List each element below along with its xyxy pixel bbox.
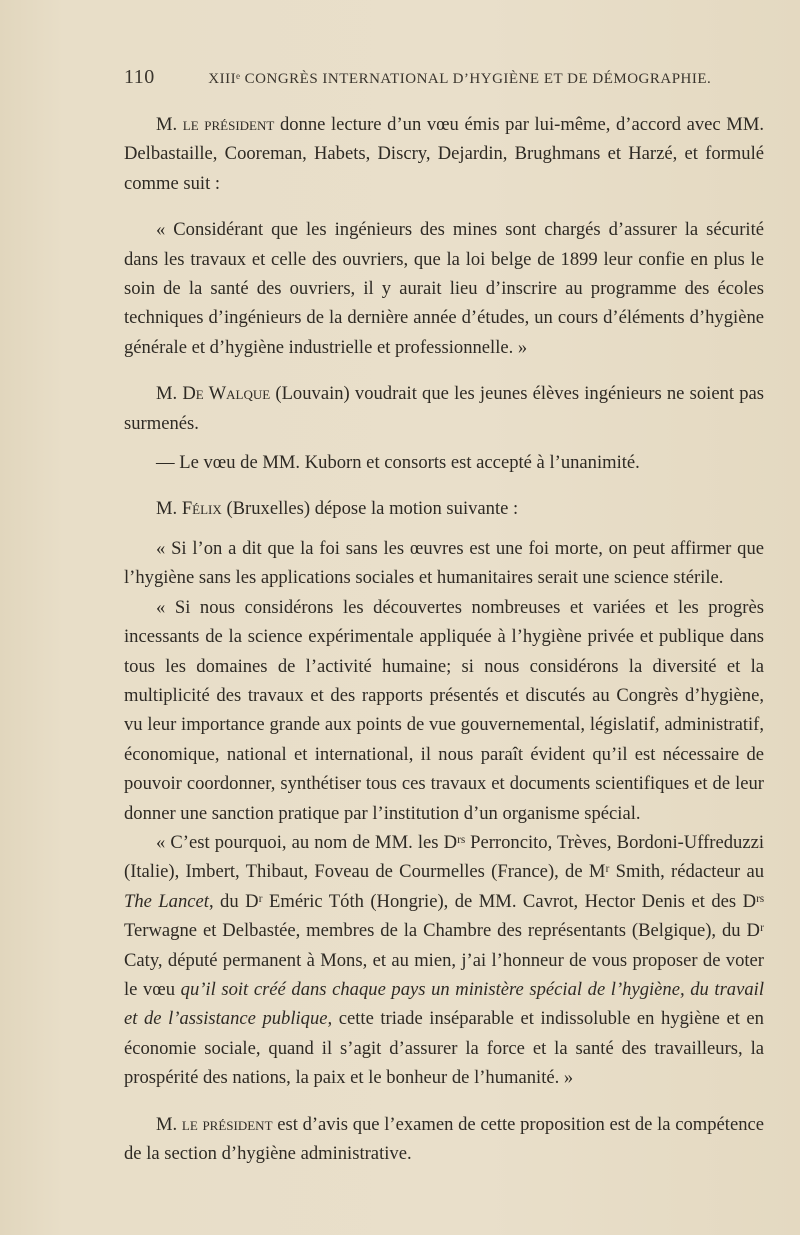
paragraph-2 <box>124 215 764 362</box>
paragraph-text: « C’est pourquoi, au nom de MM. les Dʳˢ Perroncito, Trèves, Bordoni-Uffreduzzi (Italie), Imbert, Thibaut, Foveau de Courmelles (France), de Mʳ Smith, rédacteur au <box>124 831 764 883</box>
paragraph-text: , du Dʳ Eméric Tóth (Hongrie), de MM. Cavrot, Hector Denis et des Dʳˢ Terwagne et Delbastée, membres de la Chambre des représentants (Belgique), du Dʳ Caty, député permanent à Mons, et au mien, j’ai l’honneur de vous proposer de voter le vœu <box>124 890 764 1000</box>
running-title: XIIIᵉ CONGRÈS INTERNATIONAL D’HYGIÈNE ET DE DÉMOGRAPHIE. <box>208 71 712 87</box>
paragraph-text: cette triade inséparable et indissoluble en hygiène et en économie sociale, quand il s’agit d’assurer la force et la santé des travailleurs, la prospérité des nations, la paix et le bonheur de l’humanité. » <box>124 1008 764 1089</box>
page-header <box>124 66 760 89</box>
emphasized-motion: qu’il soit créé dans chaque pays un ministère spécial de l’hygiène, du travail et de l’assistance publique, <box>124 978 764 1030</box>
paragraph-text: « Si nous considérons les découvertes nombreuses et variées et les progrès incessants de la science expérimentale appliquée à l’hygiène privée et publique dans tous les domaines de l’activité humaine; si nous considérons la diversité et la multiplicité des travaux et des rapports présentés et discutés au Congrès d’hygiène, vu leur importance grande aux points de vue gouvernemental, législatif, administratif, économique, national et international, il nous paraît évident qu’il est nécessaire de pouvoir coordonner, synthétiser tous ces travaux et documents scientifiques et de leur donner une sanction pratique par l’institution d’un organisme spécial. <box>124 596 764 824</box>
paragraph-9 <box>124 1110 764 1169</box>
paragraph-3 <box>124 379 764 438</box>
paragraph-text: « Si l’on a dit que la foi sans les œuvres est une foi morte, on peut affirmer que l’hygiène sans les applications sociales et humanitaires serait une science stérile. <box>124 537 764 589</box>
page-body <box>124 110 764 1168</box>
page-number: 110 <box>124 66 155 88</box>
speaker-name: M. Félix <box>156 498 222 520</box>
paragraph-text: — Le vœu de MM. Kuborn et consorts est accepté à l’unanimité. <box>156 452 640 474</box>
paragraph-text: (Bruxelles) dépose la motion suivante : <box>226 498 519 520</box>
speaker-name: M. le président <box>156 1113 273 1135</box>
paragraph-text: donne lecture d’un vœu émis par lui-même, d’accord avec MM. Delbastaille, Cooreman, Habets, Discry, Dejardin, Brughmans et Harzé, et formulé comme suit : <box>124 114 765 194</box>
speaker-name: M. De Walque <box>156 383 271 405</box>
paragraph-1 <box>124 110 764 198</box>
paragraph-7 <box>124 593 764 828</box>
paragraph-4 <box>124 448 764 477</box>
paragraph-text: est d’avis que l’examen de cette proposition est de la compétence de la section d’hygiène administrative. <box>124 1113 765 1164</box>
paragraph-6 <box>124 534 764 593</box>
paragraph-5 <box>124 494 764 523</box>
paragraph-text: (Louvain) voudrait que les jeunes élèves ingénieurs ne soient pas surmenés. <box>124 383 765 434</box>
journal-title: The Lancet <box>124 890 209 912</box>
speaker-name: M. le président <box>156 114 275 135</box>
paragraph-text: « Considérant que les ingénieurs des mines sont chargés d’assurer la sécurité dans les travaux et celle des ouvriers, que la loi belge de 1899 leur confie en plus le soin de la santé des ouvriers, il y aurait lieu d’inscrire au programme des écoles techniques d’ingénieurs de la dernière année d’études, un cours d’éléments d’hygiène générale et d’hygiène industrielle et professionnelle. » <box>124 219 764 358</box>
paragraph-8 <box>124 828 764 1093</box>
